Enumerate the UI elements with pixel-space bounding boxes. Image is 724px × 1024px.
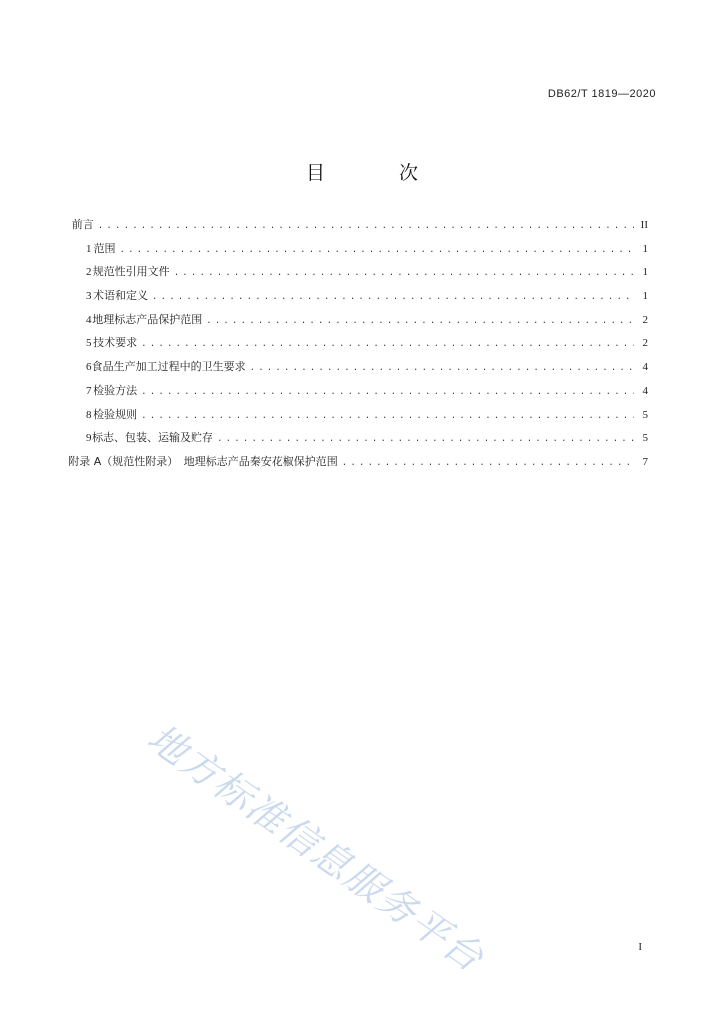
toc-entry-title: 技术要求 xyxy=(93,336,138,350)
toc-entry-title: 标志、包装、运输及贮存 xyxy=(92,431,214,445)
toc-entry-hygiene-requirements[interactable] xyxy=(86,358,648,382)
toc-entry-title: 前言 xyxy=(71,218,94,231)
toc-leader-dots xyxy=(206,316,634,326)
toc-leader-dots xyxy=(174,268,634,278)
toc-leader-dots xyxy=(342,458,634,468)
toc-entry-title: 范围 xyxy=(93,241,116,255)
toc-entry-terms-definitions[interactable] xyxy=(86,287,648,311)
toc-leader-dots xyxy=(98,221,634,231)
toc-entry-inspection-rules[interactable] xyxy=(86,406,648,430)
toc-entry-scope[interactable] xyxy=(86,240,648,264)
toc-entry-technical-requirements[interactable] xyxy=(86,334,648,358)
toc-entry-page: 1 xyxy=(642,242,648,255)
toc-entry-test-methods[interactable] xyxy=(86,382,648,406)
toc-leader-dots xyxy=(152,292,634,302)
toc-entry-foreword[interactable] xyxy=(71,216,648,240)
toc-entry-page: II xyxy=(640,219,648,231)
toc-leader-dots xyxy=(141,387,634,397)
toc-entry-number: 8 xyxy=(86,408,92,421)
toc-entry-page: 4 xyxy=(642,361,648,374)
page-title: 目 次 xyxy=(305,162,453,184)
toc-leader-dots xyxy=(217,434,634,444)
toc-entry-title: 检验规则 xyxy=(93,407,138,421)
standard-code: DB62/T 1819—2020 xyxy=(547,88,656,100)
toc-entry-marking-packaging[interactable] xyxy=(86,429,648,453)
toc-entry-title: 规范性引用文件 xyxy=(92,265,170,279)
toc-entry-page: 5 xyxy=(642,408,648,421)
toc-entry-number: 1 xyxy=(86,242,92,255)
toc-entry-page: 1 xyxy=(642,290,648,303)
toc-entry-title: 地理标志产品保护范围 xyxy=(92,312,203,326)
toc-entry-title: 附录 A（规范性附录） 地理标志产品秦安花椒保护范围 xyxy=(68,454,338,468)
toc-entry-title: 检验方法 xyxy=(93,383,138,397)
toc-entry-normative-references[interactable] xyxy=(86,263,648,287)
toc-entry-number: 7 xyxy=(86,384,92,397)
toc-entry-number: 6 xyxy=(86,361,92,374)
toc-entry-number: 3 xyxy=(86,290,92,303)
toc-leader-dots xyxy=(141,411,634,421)
watermark: 地方标准信息服务平台 xyxy=(139,715,493,981)
toc-entry-number: 4 xyxy=(86,313,92,326)
toc-entry-page: 1 xyxy=(642,266,648,279)
toc-entry-title: 食品生产加工过程中的卫生要求 xyxy=(91,360,246,374)
toc-entry-protection-scope[interactable] xyxy=(86,311,648,335)
toc-leader-dots xyxy=(141,339,634,349)
toc-entry-page: 5 xyxy=(642,432,648,445)
toc-leader-dots xyxy=(250,363,634,373)
toc-entry-page: 7 xyxy=(642,455,648,468)
toc-entry-page: 2 xyxy=(642,337,648,350)
toc-entry-page: 2 xyxy=(642,313,648,326)
toc-list xyxy=(68,216,648,477)
toc-entry-page: 4 xyxy=(642,384,648,397)
toc-entry-title: 术语和定义 xyxy=(93,289,148,303)
toc-entry-appendix-a[interactable] xyxy=(68,453,648,477)
toc-entry-number: 2 xyxy=(86,266,92,279)
toc-leader-dots xyxy=(119,245,634,255)
toc-entry-number: 5 xyxy=(86,337,92,350)
toc-entry-number: 9 xyxy=(86,432,92,445)
page-number: I xyxy=(638,941,642,953)
